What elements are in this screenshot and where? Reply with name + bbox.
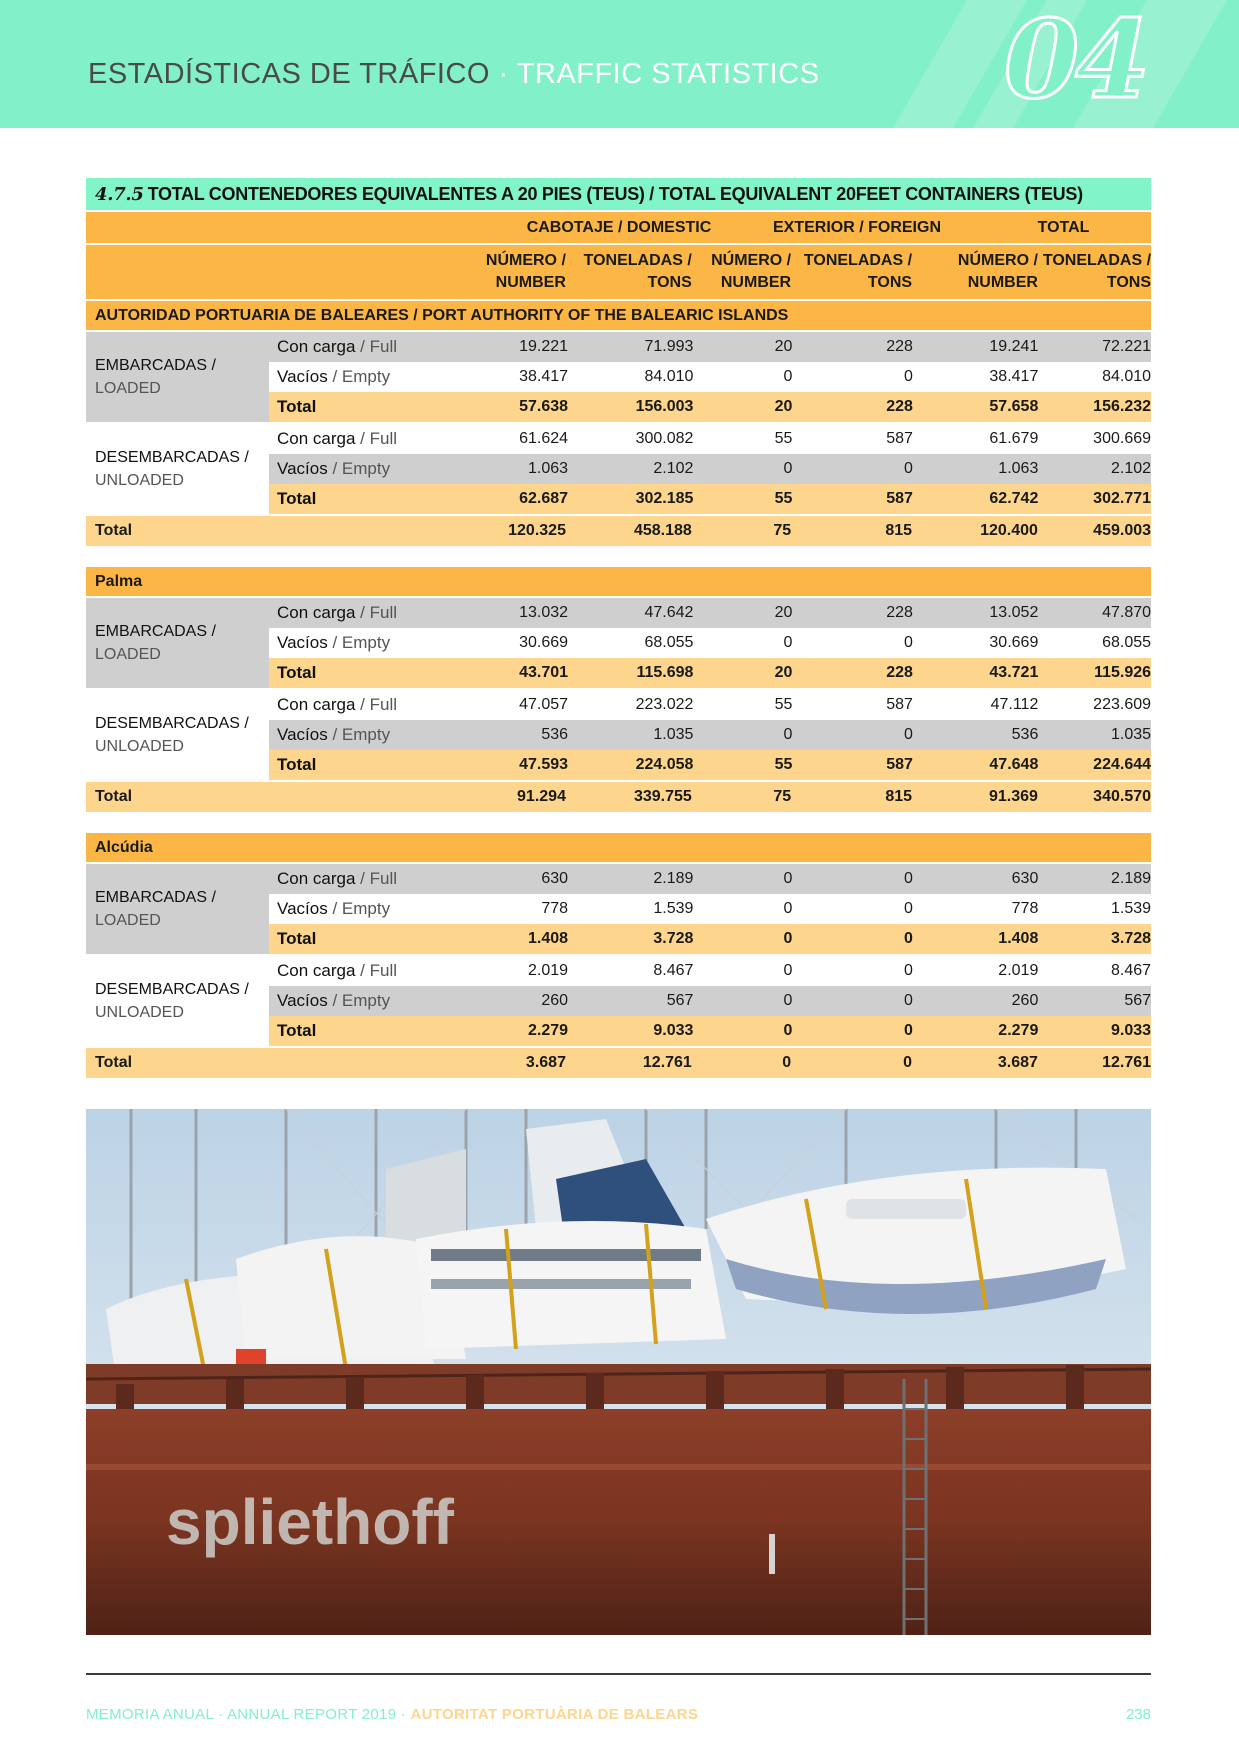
table-cell: 30.669 xyxy=(519,634,569,651)
loaded-label-en: LOADED xyxy=(95,380,161,397)
table-cell: 587 xyxy=(886,696,913,713)
table-cell: 1.408 xyxy=(527,930,569,947)
loaded-rows xyxy=(269,598,1151,688)
table-cell: 0 xyxy=(783,930,793,947)
table-cell: 13.032 xyxy=(519,604,569,621)
row-label xyxy=(269,961,446,981)
table-cell: 115.926 xyxy=(1094,664,1152,681)
table-cell: 0 xyxy=(783,460,793,477)
table-cell: 91.294 xyxy=(517,788,566,805)
table-cell: 224.644 xyxy=(1093,756,1152,773)
table-cell: 47.642 xyxy=(644,604,694,621)
table-cell: 224.058 xyxy=(635,756,694,773)
table-cell: 43.721 xyxy=(989,664,1039,681)
row-label xyxy=(269,429,446,449)
unloaded-label-en: UNLOADED xyxy=(95,738,184,755)
row-label xyxy=(269,489,446,509)
row-label-en: / Empty xyxy=(327,633,391,652)
table-cell: 38.417 xyxy=(989,368,1039,385)
table-row xyxy=(269,894,1151,924)
table-row xyxy=(269,986,1151,1016)
row-label xyxy=(269,633,446,653)
loaded-block xyxy=(86,864,1151,954)
row-label xyxy=(269,991,446,1011)
table-cell: 458.188 xyxy=(633,522,692,539)
table-body xyxy=(86,301,1151,1078)
table-cell: 91.369 xyxy=(989,788,1038,805)
row-label-en: / Full xyxy=(355,961,397,980)
table-cell: 84.010 xyxy=(644,368,694,385)
row-label-total: Total xyxy=(277,1021,317,1040)
table-cell: 55 xyxy=(774,756,793,773)
column-header: TONELADAS / TONS xyxy=(803,252,913,291)
table-cell: 12.761 xyxy=(642,1054,692,1071)
table-cell: 20 xyxy=(774,398,793,415)
section-total-label: Total xyxy=(95,1054,133,1071)
row-label xyxy=(269,755,446,775)
table-cell: 0 xyxy=(904,962,913,979)
table-row xyxy=(269,392,1151,422)
row-label-total: Total xyxy=(277,929,317,948)
row-label-es: Con carga xyxy=(277,695,356,714)
row-label-en: / Empty xyxy=(327,725,391,744)
loaded-label-es: EMBARCADAS / xyxy=(95,357,216,374)
section-total-row xyxy=(86,516,1151,546)
table-cell: 9.033 xyxy=(1110,1022,1152,1039)
table-cell: 630 xyxy=(1011,870,1039,887)
table-cell: 20 xyxy=(774,338,793,355)
loaded-label-en: LOADED xyxy=(95,646,161,663)
table-cell: 43.701 xyxy=(519,664,569,681)
table-cell: 8.467 xyxy=(1110,962,1152,979)
loaded-label xyxy=(86,598,269,688)
row-label xyxy=(269,397,446,417)
table-cell: 120.400 xyxy=(980,522,1038,539)
group-header-row xyxy=(86,212,1151,243)
unloaded-label xyxy=(86,956,269,1046)
table-cell: 19.241 xyxy=(989,338,1039,355)
row-label-en: / Empty xyxy=(327,367,391,386)
table-cell: 57.638 xyxy=(519,398,569,415)
unloaded-block xyxy=(86,690,1151,780)
table-row xyxy=(269,484,1151,514)
table-cell: 0 xyxy=(904,460,913,477)
section-gap xyxy=(86,546,1151,565)
table-cell: 156.232 xyxy=(1093,398,1152,415)
footer-rule xyxy=(86,1673,1151,1675)
table-cell: 302.771 xyxy=(1093,490,1152,507)
table-cell: 2.189 xyxy=(1110,870,1152,887)
table-cell: 38.417 xyxy=(519,368,569,385)
table-cell: 0 xyxy=(783,726,793,743)
row-label xyxy=(269,725,446,745)
table-cell: 567 xyxy=(666,992,694,1009)
table-row xyxy=(269,424,1151,454)
unloaded-label-en: UNLOADED xyxy=(95,472,184,489)
row-label-es: Con carga xyxy=(277,429,356,448)
row-label-total: Total xyxy=(277,489,317,508)
table-cell: 2.102 xyxy=(1110,460,1152,477)
row-label-en: / Full xyxy=(355,603,397,622)
table-cell: 55 xyxy=(774,696,793,713)
table-cell: 20 xyxy=(774,604,793,621)
table-cell: 0 xyxy=(904,726,913,743)
table-cell: 19.221 xyxy=(519,338,569,355)
row-label-es: Con carga xyxy=(277,603,356,622)
group-header: TOTAL xyxy=(1037,218,1090,236)
table-section-number: 4.7.5 xyxy=(95,183,144,205)
unloaded-label-es: DESEMBARCADAS / xyxy=(95,449,249,466)
table-cell: 223.022 xyxy=(635,696,694,713)
row-label-es: Vacíos xyxy=(277,633,328,652)
table-cell: 115.698 xyxy=(636,664,694,681)
table-cell: 0 xyxy=(904,634,913,651)
table-row xyxy=(269,720,1151,750)
table-cell: 62.687 xyxy=(519,490,569,507)
table-cell: 1.539 xyxy=(1110,900,1152,917)
table-cell: 0 xyxy=(783,962,793,979)
table-cell: 13.052 xyxy=(989,604,1039,621)
row-label-en: / Full xyxy=(355,869,397,888)
table-cell: 630 xyxy=(541,870,569,887)
table-cell: 536 xyxy=(1011,726,1039,743)
table-cell: 0 xyxy=(783,634,793,651)
page-number: 238 xyxy=(1125,1706,1151,1723)
table-row xyxy=(269,1016,1151,1046)
page-title xyxy=(88,58,820,91)
table-cell: 567 xyxy=(1124,992,1152,1009)
table-cell: 587 xyxy=(886,756,913,773)
section-gap xyxy=(86,812,1151,831)
table-row xyxy=(269,332,1151,362)
table-cell: 0 xyxy=(904,992,913,1009)
column-header-row xyxy=(86,245,1151,299)
chapter-number: 04 xyxy=(1004,0,1147,123)
table-row xyxy=(269,598,1151,628)
row-label xyxy=(269,337,446,357)
table-cell: 228 xyxy=(886,338,913,355)
table-cell: 3.687 xyxy=(997,1054,1038,1071)
table-cell: 1.539 xyxy=(653,900,694,917)
table-row xyxy=(269,750,1151,780)
table-cell: 2.102 xyxy=(653,460,694,477)
table-cell: 2.189 xyxy=(653,870,694,887)
table-cell: 47.057 xyxy=(519,696,569,713)
section-header: Palma xyxy=(86,567,1151,596)
row-label-en: / Empty xyxy=(327,991,391,1010)
footer xyxy=(86,1706,698,1723)
loaded-label-es: EMBARCADAS / xyxy=(95,623,216,640)
table-cell: 75 xyxy=(773,522,792,539)
title-es: ESTADÍSTICAS DE TRÁFICO xyxy=(88,58,490,90)
table-cell: 260 xyxy=(1011,992,1039,1009)
table-cell: 62.742 xyxy=(989,490,1039,507)
loaded-block xyxy=(86,332,1151,422)
table-cell: 2.279 xyxy=(527,1022,569,1039)
row-label xyxy=(269,459,446,479)
section-total-row xyxy=(86,1048,1151,1078)
table-cell: 778 xyxy=(1011,900,1039,917)
table-cell: 75 xyxy=(773,788,792,805)
row-label-es: Con carga xyxy=(277,961,356,980)
table-cell: 47.112 xyxy=(990,696,1039,713)
loaded-rows xyxy=(269,864,1151,954)
table-cell: 228 xyxy=(886,398,913,415)
loaded-label-es: EMBARCADAS / xyxy=(95,889,216,906)
unloaded-rows xyxy=(269,956,1151,1046)
table-cell: 2.279 xyxy=(998,1022,1039,1039)
table-cell: 778 xyxy=(541,900,569,917)
unloaded-label xyxy=(86,690,269,780)
table-cell: 2.019 xyxy=(527,962,569,979)
table-cell: 340.570 xyxy=(1093,788,1152,805)
table-cell: 71.993 xyxy=(644,338,694,355)
table-cell: 0 xyxy=(783,900,793,917)
table-title xyxy=(86,178,1151,210)
unloaded-label-es: DESEMBARCADAS / xyxy=(95,981,249,998)
page-header xyxy=(0,0,1239,128)
row-label-en: / Empty xyxy=(327,899,391,918)
table-cell: 68.055 xyxy=(644,634,694,651)
table-cell: 300.669 xyxy=(1093,430,1152,447)
table-cell: 815 xyxy=(885,788,913,805)
table-cell: 0 xyxy=(904,930,913,947)
row-label xyxy=(269,1021,446,1041)
group-header: EXTERIOR / FOREIGN xyxy=(772,218,941,236)
title-en: TRAFFIC STATISTICS xyxy=(516,58,820,90)
table-title-text: TOTAL CONTENEDORES EQUIVALENTES A 20 PIES (TEUS) / TOTAL EQUIVALENT 20FEET CONTAINERS (TEUS) xyxy=(147,183,1083,204)
unloaded-block xyxy=(86,424,1151,514)
ship-photo xyxy=(86,1109,1151,1635)
loaded-block xyxy=(86,598,1151,688)
column-header: NÚMERO / NUMBER xyxy=(957,252,1038,291)
table-cell: 228 xyxy=(886,664,913,681)
table-cell: 0 xyxy=(783,368,793,385)
table-cell: 61.624 xyxy=(519,430,569,447)
table-cell: 587 xyxy=(886,430,913,447)
unloaded-label-en: UNLOADED xyxy=(95,1004,184,1021)
table-cell: 57.658 xyxy=(989,398,1039,415)
table-cell: 0 xyxy=(783,992,793,1009)
table-row xyxy=(269,454,1151,484)
section-total-label: Total xyxy=(95,522,133,539)
table-cell: 68.055 xyxy=(1102,634,1152,651)
table-row xyxy=(269,690,1151,720)
loaded-label xyxy=(86,864,269,954)
table-row xyxy=(269,956,1151,986)
row-label-total: Total xyxy=(277,663,317,682)
footer-organization: AUTORITAT PORTUÀRIA DE BALEARS xyxy=(410,1706,699,1723)
table-cell: 0 xyxy=(904,900,913,917)
table-row xyxy=(269,924,1151,954)
footer-report: MEMORIA ANUAL · ANNUAL REPORT 2019 · xyxy=(86,1706,411,1723)
table-cell: 260 xyxy=(541,992,569,1009)
table-cell: 0 xyxy=(782,1054,792,1071)
table-cell: 0 xyxy=(904,368,913,385)
table-cell: 47.870 xyxy=(1102,604,1152,621)
table-row xyxy=(269,362,1151,392)
column-header: NÚMERO / NUMBER xyxy=(711,252,792,291)
table-cell: 0 xyxy=(904,1022,913,1039)
loaded-label xyxy=(86,332,269,422)
row-label-total: Total xyxy=(277,755,317,774)
row-label-es: Vacíos xyxy=(277,725,328,744)
table-cell: 339.755 xyxy=(633,788,692,805)
group-header: CABOTAJE / DOMESTIC xyxy=(526,218,712,236)
table-cell: 0 xyxy=(783,870,793,887)
row-label xyxy=(269,367,446,387)
table-cell: 120.325 xyxy=(508,522,566,539)
row-label xyxy=(269,899,446,919)
table-cell: 0 xyxy=(904,870,913,887)
unloaded-block xyxy=(86,956,1151,1046)
row-label xyxy=(269,663,446,683)
table-cell: 1.035 xyxy=(1110,726,1152,743)
teus-table xyxy=(86,178,1151,1078)
table-cell: 20 xyxy=(774,664,793,681)
table-cell: 61.679 xyxy=(989,430,1039,447)
table-cell: 0 xyxy=(783,1022,793,1039)
column-header: NÚMERO / NUMBER xyxy=(485,252,566,291)
row-label-es: Vacíos xyxy=(277,899,328,918)
title-separator: · xyxy=(489,58,517,90)
unloaded-label-es: DESEMBARCADAS / xyxy=(95,715,249,732)
section-total-row xyxy=(86,782,1151,812)
table-row xyxy=(269,658,1151,688)
row-label-es: Vacíos xyxy=(277,367,328,386)
section-header: Alcúdia xyxy=(86,833,1151,862)
row-label xyxy=(269,929,446,949)
table-cell: 1.063 xyxy=(998,460,1039,477)
row-label-es: Vacíos xyxy=(277,459,328,478)
table-cell: 1.035 xyxy=(653,726,694,743)
table-cell: 223.609 xyxy=(1093,696,1152,713)
table-cell: 1.063 xyxy=(527,460,569,477)
table-cell: 55 xyxy=(774,430,793,447)
table-cell: 536 xyxy=(541,726,569,743)
row-label-en: / Empty xyxy=(327,459,391,478)
table-cell: 9.033 xyxy=(653,1022,694,1039)
table-cell: 815 xyxy=(885,522,913,539)
table-cell: 3.687 xyxy=(525,1054,566,1071)
row-label xyxy=(269,869,446,889)
table-cell: 3.728 xyxy=(653,930,694,947)
table-cell: 228 xyxy=(886,604,913,621)
ship-lettering: spliethoff xyxy=(166,1486,454,1558)
table-cell: 3.728 xyxy=(1110,930,1152,947)
table-cell: 47.648 xyxy=(989,756,1039,773)
table-cell: 30.669 xyxy=(989,634,1039,651)
unloaded-label xyxy=(86,424,269,514)
table-cell: 156.003 xyxy=(635,398,694,415)
row-label-es: Vacíos xyxy=(277,991,328,1010)
row-label-total: Total xyxy=(277,397,317,416)
table-cell: 2.019 xyxy=(998,962,1039,979)
table-cell: 47.593 xyxy=(519,756,569,773)
row-label xyxy=(269,603,446,623)
table-cell: 300.082 xyxy=(635,430,694,447)
row-label-en: / Full xyxy=(355,695,397,714)
table-cell: 72.221 xyxy=(1102,338,1152,355)
table-cell: 1.408 xyxy=(998,930,1039,947)
table-cell: 302.185 xyxy=(635,490,694,507)
table-row xyxy=(269,864,1151,894)
table-cell: 8.467 xyxy=(653,962,694,979)
row-label-es: Con carga xyxy=(277,337,356,356)
row-label-en: / Full xyxy=(355,429,397,448)
table-cell: 12.761 xyxy=(1102,1054,1152,1071)
row-label-en: / Full xyxy=(355,337,397,356)
loaded-label-en: LOADED xyxy=(95,912,161,929)
table-cell: 55 xyxy=(774,490,793,507)
table-cell: 587 xyxy=(886,490,913,507)
unloaded-rows xyxy=(269,424,1151,514)
section-total-label: Total xyxy=(95,788,133,805)
unloaded-rows xyxy=(269,690,1151,780)
table-cell: 459.003 xyxy=(1093,522,1152,539)
table-row xyxy=(269,628,1151,658)
row-label xyxy=(269,695,446,715)
loaded-rows xyxy=(269,332,1151,422)
row-label-es: Con carga xyxy=(277,869,356,888)
section-header: AUTORIDAD PORTUARIA DE BALEARES / PORT AUTHORITY OF THE BALEARIC ISLANDS xyxy=(86,301,1151,330)
table-cell: 0 xyxy=(903,1054,913,1071)
column-header: TONELADAS / TONS xyxy=(1042,252,1152,291)
column-header: TONELADAS / TONS xyxy=(583,252,692,291)
ship-photo-illustration xyxy=(86,1109,1151,1635)
table-cell: 84.010 xyxy=(1102,368,1152,385)
